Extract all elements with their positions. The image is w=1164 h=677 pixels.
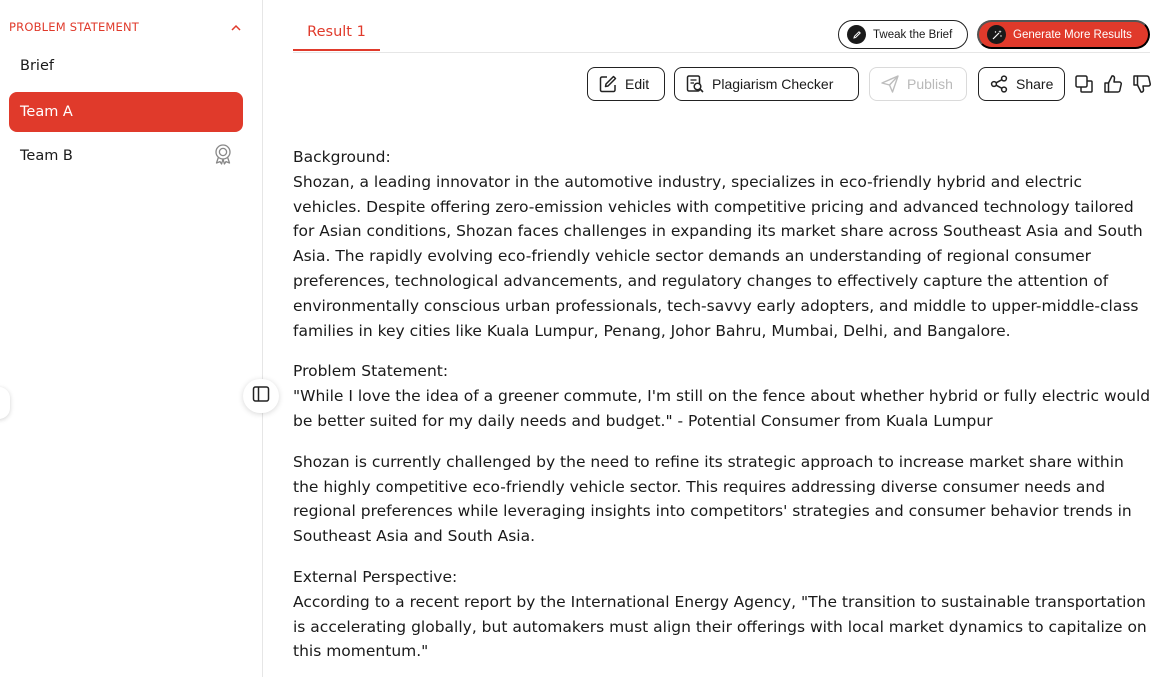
sidebar-item-brief[interactable] xyxy=(9,46,243,86)
edit-button[interactable] xyxy=(587,67,665,101)
background-heading: Background: xyxy=(293,148,391,166)
generate-more-results-button[interactable] xyxy=(977,20,1150,49)
plagiarism-checker-button[interactable] xyxy=(674,67,859,101)
sidebar-item-label: Team A xyxy=(20,104,73,120)
problem-statement-quote: "While I love the idea of a greener commute, I'm still on the fence about whether hybrid or fully electric would be better suited for my daily needs and budget." - Potential Consumer from Kuala Lumpur xyxy=(293,387,1151,430)
tweak-brief-button[interactable] xyxy=(838,20,968,49)
tab-result-1[interactable]: Result 1 xyxy=(293,0,380,51)
sidebar-item-team-b[interactable] xyxy=(9,136,243,176)
chevron-up-icon[interactable] xyxy=(229,20,243,34)
result-content xyxy=(293,145,1153,664)
publish-label: Publish xyxy=(907,76,953,92)
share-button[interactable] xyxy=(978,67,1065,101)
background-paragraph: Shozan, a leading innovator in the automotive industry, specializes in eco-friendly hybrid and electric vehicles. Despite offering zero-emission vehicles with competitive pricing and advanced technology tailored for Asian conditions, Shozan faces challenges in expanding its market share across Southeast Asia and South Asia. The rapidly evolving eco-friendly vehicle sector demands an understanding of regional consumer preferences, technological advancements, and regulatory changes to effectively capture the attention of environmentally conscious urban professionals, tech-savvy early adopters, and middle to upper-middle-class families in key cities like Kuala Lumpur, Penang, Johor Bahru, Mumbai, Delhi, and Bangalore. xyxy=(293,172,1143,340)
challenge-paragraph: Shozan is currently challenged by the need to refine its strategic approach to increase market share within the highly competitive eco-friendly vehicle sector. This requires addressing diverse consumer needs and regional preferences while leveraging insights into competitors' strategies and consumer behavior trends in Southeast Asia and South Asia. xyxy=(293,452,1132,546)
award-icon xyxy=(213,143,233,169)
thumbs-up-icon[interactable] xyxy=(1102,73,1124,95)
share-icon xyxy=(989,74,1009,94)
section-header-problem-statement[interactable] xyxy=(9,19,243,35)
share-label: Share xyxy=(1016,76,1054,92)
sidebar-item-label: Team B xyxy=(20,148,73,164)
document-search-icon xyxy=(685,74,705,94)
sidebar xyxy=(0,0,263,677)
edit-label: Edit xyxy=(625,76,650,92)
sidebar-panel-icon xyxy=(252,385,270,407)
panel-toggle-button[interactable] xyxy=(243,379,279,413)
problem-statement-heading: Problem Statement: xyxy=(293,362,449,381)
external-perspective-heading: External Perspective: xyxy=(293,567,458,586)
edit-icon xyxy=(598,74,618,94)
external-perspective-paragraph: According to a recent report by the International Energy Agency, "The transition to sustainable transportation is accelerating globally, but automakers must align their offerings with local market dynamics to capitalize on this momentum." xyxy=(293,592,1147,661)
sidebar-item-team-a[interactable] xyxy=(9,92,243,132)
copy-icon[interactable] xyxy=(1073,73,1095,95)
pencil-icon xyxy=(847,25,866,44)
generate-more-results-label: Generate More Results xyxy=(1013,28,1132,41)
magic-wand-icon xyxy=(987,25,1006,44)
sidebar-item-label: Brief xyxy=(20,58,54,74)
publish-button[interactable] xyxy=(869,67,967,101)
plagiarism-checker-label: Plagiarism Checker xyxy=(712,76,834,92)
send-icon xyxy=(880,74,900,94)
tweak-brief-label: Tweak the Brief xyxy=(873,28,953,41)
thumbs-down-icon[interactable] xyxy=(1131,73,1153,95)
section-title: PROBLEM STATEMENT xyxy=(9,20,140,34)
